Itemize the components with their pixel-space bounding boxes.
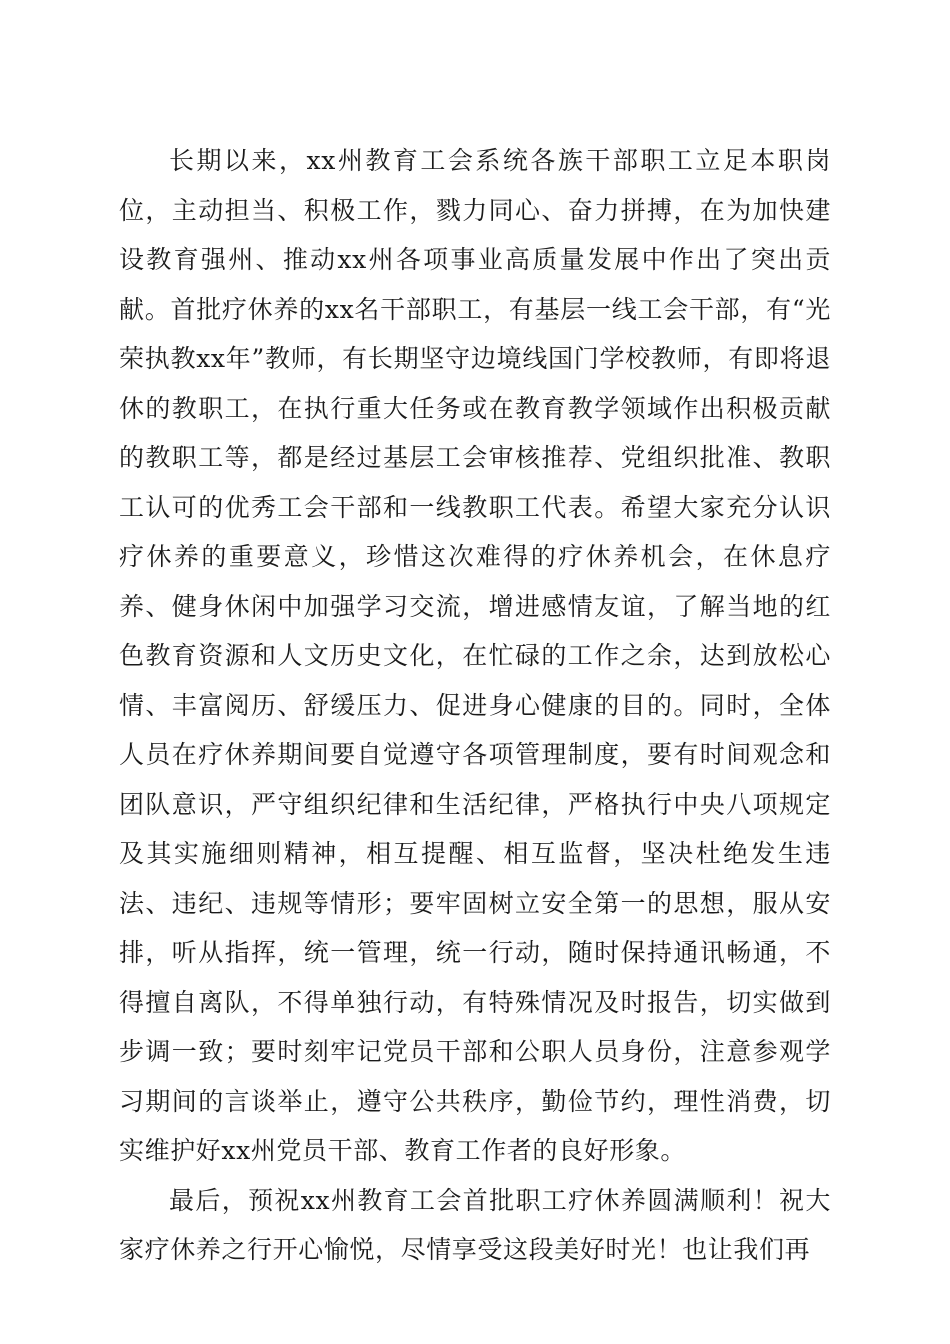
paragraph-1: 长期以来，xx州教育工会系统各族干部职工立足本职岗位，主动担当、积极工作，戮力同心、奋力拼搏，在为加快建设教育强州、推动xx州各项事业高质量发展中作出了突出贡献。首批疗休养的xx名干部职工，有基层一线工会干部，有“光荣执教xx年”教师，有长期坚守边境线国门学校教师，有即将退休的教职工，在执行重大任务或在教育教学领域作出积极贡献的教职工等，都是经过基层工会审核推荐、党组织批准、教职工认可的优秀工会干部和一线教职工代表。希望大家充分认识疗休养的重要意义，珍惜这次难得的疗休养机会，在休息疗养、健身休闲中加强学习交流，增进感情友谊，了解当地的红色教育资源和人文历史文化，在忙碌的工作之余，达到放松心情、丰富阅历、舒缓压力、促进身心健康的目的。同时，全体人员在疗休养期间要自觉遵守各项管理制度，要有时间观念和团队意识，严守组织纪律和生活纪律，严格执行中央八项规定及其实施细则精神，相互提醒、相互监督，坚决杜绝发生违法、违纪、违规等情形；要牢固树立安全第一的思想，服从安排，听从指挥，统一管理，统一行动，随时保持通讯畅通，不得擅自离队，不得单独行动，有特殊情况及时报告，切实做到步调一致；要时刻牢记党员干部和公职人员身份，注意参观学习期间的言谈举止，遵守公共秩序，勤俭节约，理性消费，切实维护好xx州党员干部、教育工作者的良好形象。 [119,146,831,1165]
document-body [119,136,831,1275]
paragraph-2: 最后，预祝xx州教育工会首批职工疗休养圆满顺利！祝大家疗休养之行开心愉悦，尽情享受这段美好时光！也让我们再 [119,1185,831,1264]
